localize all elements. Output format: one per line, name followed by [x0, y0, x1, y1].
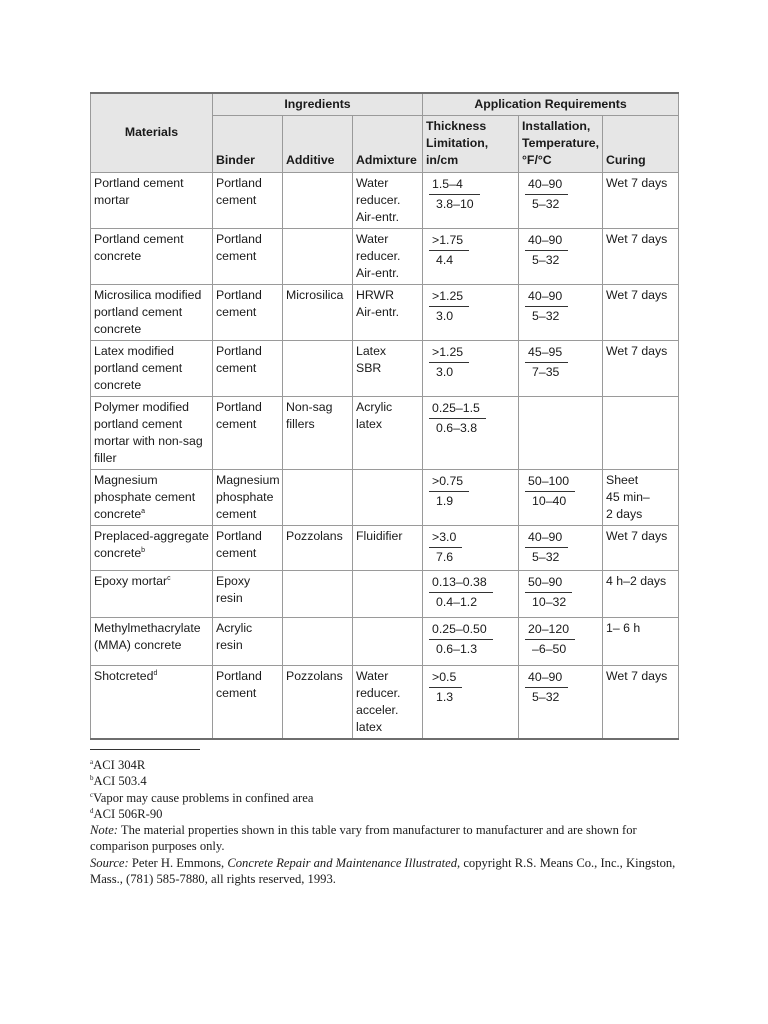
table-row — [91, 470, 679, 526]
cell-temperature — [519, 618, 603, 666]
footnote-list — [90, 757, 690, 822]
material-name: Portland cement mortar — [94, 176, 184, 207]
cell-additive: Pozzolans — [283, 526, 353, 571]
table-row — [91, 618, 679, 666]
footnote-mark: a — [90, 757, 94, 766]
table-row — [91, 229, 679, 285]
fraction-value — [429, 574, 493, 611]
material-name: Polymer modified portland cement mortar with non-sag filler — [94, 400, 203, 465]
fraction-denominator: 0.4–1.2 — [436, 595, 478, 609]
header-application-requirements: Application Requirements — [423, 93, 679, 116]
cell-binder: Portland cement — [213, 666, 283, 740]
footnote-item — [90, 790, 690, 806]
cell-material — [91, 229, 213, 285]
cell-material — [91, 666, 213, 740]
cell-thickness — [423, 666, 519, 740]
fraction-denominator: 5–32 — [532, 309, 560, 323]
fraction-numerator: >1.75 — [429, 232, 469, 251]
cell-thickness — [423, 526, 519, 571]
fraction-numerator: 45–95 — [525, 344, 568, 363]
fraction-value — [429, 400, 486, 437]
fraction-numerator: 50–90 — [525, 574, 572, 593]
table-row — [91, 285, 679, 341]
table-row — [91, 571, 679, 618]
material-name: Epoxy mortar — [94, 574, 168, 588]
cell-additive: Microsilica — [283, 285, 353, 341]
cell-material — [91, 618, 213, 666]
fraction-numerator: 20–120 — [525, 621, 575, 640]
fraction-denominator: 10–40 — [532, 494, 567, 508]
fraction-numerator: 40–90 — [525, 529, 568, 548]
cell-material — [91, 173, 213, 229]
fraction-numerator: 40–90 — [525, 669, 568, 688]
material-name: Latex modified portland cement concrete — [94, 344, 183, 392]
cell-binder: Portland cement — [213, 341, 283, 397]
fraction-numerator: 50–100 — [525, 473, 575, 492]
fraction-numerator: 0.25–0.50 — [429, 621, 493, 640]
cell-temperature — [519, 470, 603, 526]
table-row — [91, 666, 679, 740]
material-name: Preplaced-aggregate concrete — [94, 529, 209, 560]
cell-admixture: Acrylic latex — [353, 397, 423, 470]
cell-additive — [283, 229, 353, 285]
fraction-value — [525, 176, 568, 213]
footnote-mark: d — [90, 806, 94, 815]
source-author: Peter H. Emmons, — [128, 855, 228, 870]
fraction-denominator: 4.4 — [436, 253, 454, 267]
cell-binder: Portland cement — [213, 285, 283, 341]
fraction-numerator: 40–90 — [525, 176, 568, 195]
fraction-numerator: 1.5–4 — [429, 176, 480, 195]
fraction-numerator: >3.0 — [429, 529, 462, 548]
source-rest: , copyright R.S. Means Co., Inc., Kingston, Mass., (781) 585-7880, all rights reserved, 1993. — [90, 855, 676, 887]
table-row — [91, 341, 679, 397]
cell-temperature — [519, 666, 603, 740]
cell-thickness — [423, 285, 519, 341]
footnote-rule — [90, 749, 200, 750]
cell-admixture: Water reducer. acceler. latex — [353, 666, 423, 740]
header-admixture: Admixture — [353, 116, 423, 173]
fraction-denominator: 0.6–3.8 — [436, 421, 478, 435]
footnote-text: ACI 304R — [93, 758, 146, 772]
header-thickness: Thickness Limitation, in/cm — [423, 116, 519, 173]
header-installation: Installation, Temperature, °F/°C — [519, 116, 603, 173]
fraction-value — [429, 529, 462, 566]
cell-material — [91, 341, 213, 397]
cell-curing: Wet 7 days — [603, 173, 679, 229]
cell-binder: Magnesium phosphate cement — [213, 470, 283, 526]
cell-curing: Wet 7 days — [603, 526, 679, 571]
cell-thickness — [423, 229, 519, 285]
fraction-value — [525, 621, 575, 658]
header-materials: Materials — [91, 93, 213, 173]
fraction-value — [525, 344, 568, 381]
cell-admixture — [353, 618, 423, 666]
cell-temperature — [519, 173, 603, 229]
source-title: Concrete Repair and Maintenance Illustrated — [227, 855, 458, 870]
fraction-value — [525, 669, 568, 706]
cell-admixture: Fluidifier — [353, 526, 423, 571]
footnote-text: Vapor may cause problems in confined area — [93, 790, 314, 805]
cell-binder: Acrylic resin — [213, 618, 283, 666]
cell-additive — [283, 470, 353, 526]
fraction-denominator: 1.3 — [436, 690, 454, 704]
fraction-denominator: 3.0 — [436, 309, 454, 323]
fraction-value — [429, 621, 493, 658]
fraction-denominator: 0.6–1.3 — [436, 642, 478, 656]
cell-temperature — [519, 341, 603, 397]
footnote-marker: d — [153, 669, 158, 677]
cell-admixture — [353, 470, 423, 526]
cell-additive — [283, 173, 353, 229]
fraction-numerator: 0.25–1.5 — [429, 400, 486, 419]
fraction-denominator: 3.8–10 — [436, 197, 474, 211]
note-label: Note: — [90, 823, 118, 838]
fraction-value — [429, 232, 469, 269]
footnote-item — [90, 806, 690, 822]
cell-material — [91, 470, 213, 526]
cell-material — [91, 571, 213, 618]
table-note — [90, 822, 690, 855]
fraction-value — [525, 288, 568, 325]
footnote-marker: a — [141, 507, 146, 515]
material-name: Microsilica modified portland cement concrete — [94, 288, 202, 336]
fraction-denominator: –6–50 — [532, 642, 567, 656]
cell-additive: Pozzolans — [283, 666, 353, 740]
cell-curing: 1– 6 h — [603, 618, 679, 666]
footnote-text: ACI 506R-90 — [93, 806, 163, 821]
fraction-value — [429, 669, 462, 706]
header-curing: Curing — [603, 116, 679, 173]
cell-thickness — [423, 571, 519, 618]
cell-temperature — [519, 285, 603, 341]
fraction-numerator: >0.5 — [429, 669, 462, 688]
fraction-numerator: 40–90 — [525, 288, 568, 307]
cell-temperature — [519, 229, 603, 285]
material-name: Shotcreted — [94, 669, 154, 683]
cell-material — [91, 285, 213, 341]
fraction-denominator: 5–32 — [532, 550, 560, 564]
fraction-numerator: >1.25 — [429, 344, 469, 363]
cell-thickness — [423, 470, 519, 526]
cell-admixture: Water reducer. Air-entr. — [353, 229, 423, 285]
cell-additive — [283, 341, 353, 397]
cell-binder: Epoxy resin — [213, 571, 283, 618]
fraction-denominator: 5–32 — [532, 197, 560, 211]
cell-thickness — [423, 341, 519, 397]
material-name: Portland cement concrete — [94, 232, 184, 263]
footnote-item — [90, 757, 690, 773]
materials-table-container — [90, 92, 678, 740]
fraction-value — [525, 574, 572, 611]
cell-admixture — [353, 571, 423, 618]
header-additive: Additive — [283, 116, 353, 173]
fraction-numerator: 0.13–0.38 — [429, 574, 493, 593]
table-row — [91, 173, 679, 229]
table-source — [90, 855, 690, 888]
cell-curing — [603, 397, 679, 470]
cell-additive: Non-sag fillers — [283, 397, 353, 470]
cell-additive — [283, 618, 353, 666]
fraction-denominator: 5–32 — [532, 690, 560, 704]
cell-binder: Portland cement — [213, 526, 283, 571]
cell-admixture: HRWR Air-entr. — [353, 285, 423, 341]
table-row — [91, 397, 679, 470]
fraction-numerator: 40–90 — [525, 232, 568, 251]
repair-materials-table — [90, 92, 679, 740]
cell-thickness — [423, 173, 519, 229]
fraction-value — [429, 344, 469, 381]
footnote-text: ACI 503.4 — [93, 774, 147, 789]
cell-material — [91, 526, 213, 571]
fraction-value — [525, 232, 568, 269]
cell-temperature — [519, 526, 603, 571]
fraction-value — [429, 176, 480, 213]
fraction-value — [429, 473, 469, 510]
cell-curing: Wet 7 days — [603, 666, 679, 740]
fraction-denominator: 7–35 — [532, 365, 560, 379]
fraction-denominator: 7.6 — [436, 550, 454, 564]
cell-curing: Sheet 45 min– 2 days — [603, 470, 679, 526]
fraction-denominator: 5–32 — [532, 253, 560, 267]
footnote-marker: c — [167, 574, 171, 582]
cell-curing: 4 h–2 days — [603, 571, 679, 618]
footnote-item — [90, 773, 690, 789]
cell-thickness — [423, 397, 519, 470]
cell-temperature — [519, 571, 603, 618]
fraction-value — [525, 473, 575, 510]
table-row — [91, 526, 679, 571]
fraction-numerator: >0.75 — [429, 473, 469, 492]
source-label: Source: — [90, 855, 129, 870]
material-name: Magnesium phosphate cement concrete — [94, 473, 196, 521]
footnote-marker: b — [141, 546, 146, 554]
cell-curing: Wet 7 days — [603, 285, 679, 341]
cell-material — [91, 397, 213, 470]
cell-admixture: Water reducer. Air-entr. — [353, 173, 423, 229]
cell-curing: Wet 7 days — [603, 229, 679, 285]
fraction-numerator: >1.25 — [429, 288, 469, 307]
cell-thickness — [423, 618, 519, 666]
cell-binder: Portland cement — [213, 229, 283, 285]
fraction-value — [525, 529, 568, 566]
cell-additive — [283, 571, 353, 618]
fraction-denominator: 10–32 — [532, 595, 567, 609]
header-binder: Binder — [213, 116, 283, 173]
footnote-mark: c — [90, 790, 94, 799]
note-text: The material properties shown in this table vary from manufacturer to manufacturer and are shown for comparison purposes only. — [90, 823, 637, 854]
fraction-denominator: 3.0 — [436, 365, 454, 379]
footnote-mark: b — [90, 774, 94, 783]
fraction-value — [429, 288, 469, 325]
material-name: Methylmethacrylate (MMA) concrete — [94, 621, 201, 652]
cell-binder: Portland cement — [213, 397, 283, 470]
cell-temperature — [519, 397, 603, 470]
header-ingredients: Ingredients — [213, 93, 423, 116]
cell-curing: Wet 7 days — [603, 341, 679, 397]
cell-admixture: Latex SBR — [353, 341, 423, 397]
footnotes-section — [90, 757, 690, 887]
table-body — [91, 173, 679, 740]
fraction-denominator: 1.9 — [436, 494, 454, 508]
cell-binder: Portland cement — [213, 173, 283, 229]
